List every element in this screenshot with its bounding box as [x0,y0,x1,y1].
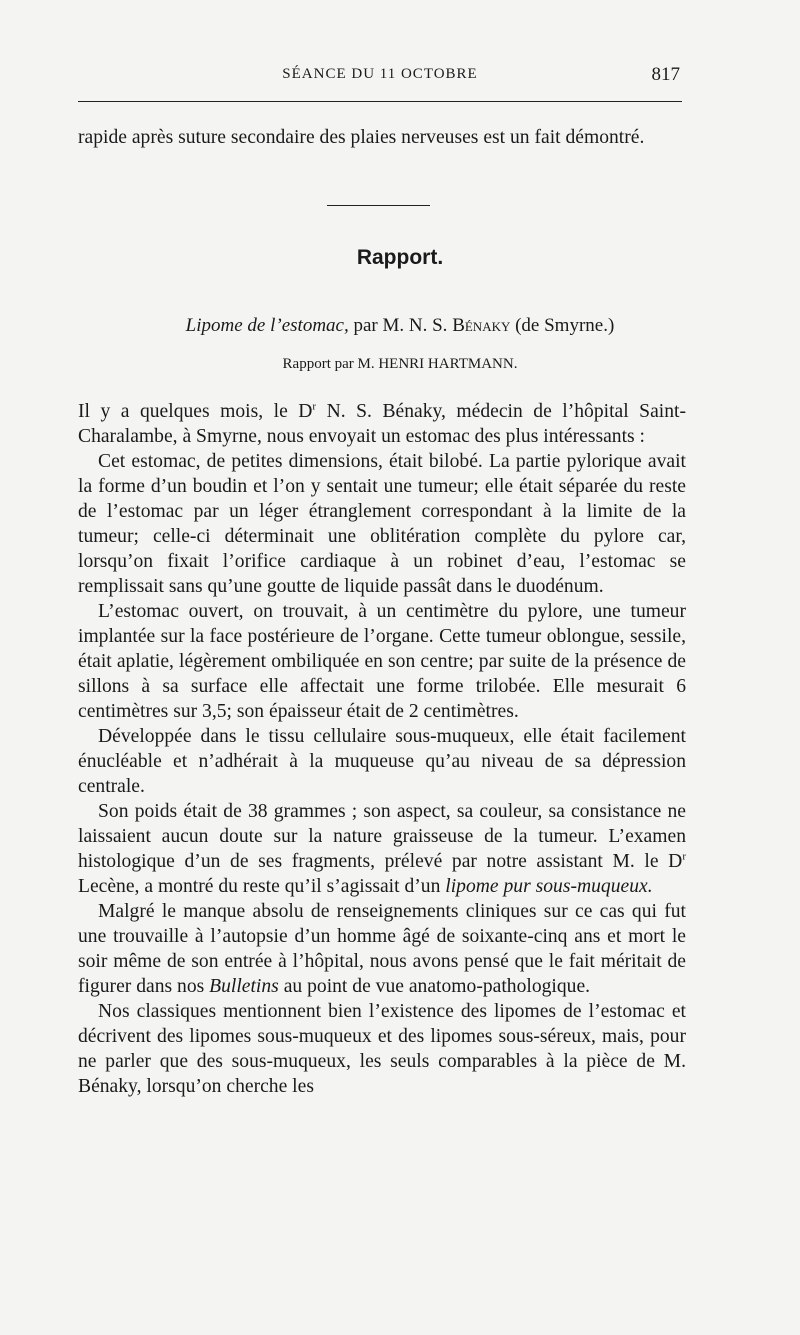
page-number: 817 [651,64,680,85]
paragraph-5-text-a: Son poids était de 38 grammes ; son aspect, sa couleur, sa consistance ne laissaient aucun doute sur la nature graisseuse de la tumeur. L’examen histologique d’un de ses fragments, prélevé par notre assistant M. le D [78,801,686,872]
page-header [78,66,682,90]
report-body [78,399,686,1099]
paragraph-1-text-a: Il y a quelques mois, le D [78,401,313,422]
paragraph-6-text-b: au point de vue anatomo-pathologique. [278,976,591,997]
paragraph-4: Développée dans le tissu cellulaire sous-muqueux, elle était facilement énucléable et n’adhérait à la muqueuse qu’au niveau de sa dépression centrale. [78,726,686,797]
paragraph-1 [78,399,686,449]
paragraph-6-italic: Bulletins [209,976,279,997]
article-title-italic: Lipome de l’estomac, [185,315,349,336]
section-divider [327,205,430,206]
paragraph-5-sup: r [682,850,686,863]
running-title: SÉANCE DU 11 OCTOBRE [282,66,478,82]
paragraph-2: Cet estomac, de petites dimensions, était bilobé. La partie pylorique avait la forme d’un boudin et l’on y sentait une tumeur; elle était séparée du reste de l’estomac par un léger étranglement correspondant à la limite de la tumeur; celle-ci déterminait une oblitération complète du pylore car, lorsqu’on fixait l’orifice cardiaque à un robinet d’eau, l’estomac se remplissait sans qu’une goutte de liquide passât dans le duodénum. [78,451,686,597]
header-rule [78,101,682,102]
paragraph-3: L’estomac ouvert, on trouvait, à un centimètre du pylore, une tumeur implantée sur la face postérieure de l’organe. Cette tumeur oblongue, sessile, était aplatie, légèrement ombiliquée en son centre; par suite de la présence de sillons à sa surface elle affectait une forme trilobée. Elle mesurait 6 centimètres sur 3,5; son épaisseur était de 2 centimètres. [78,601,686,722]
paragraph-1-sup: r [312,400,317,413]
paragraph-1-text-b: N. S. Bénaky, médecin de l’hôpital Saint-Charalambe, à Smyrne, nous envoyait un estomac des plus intéressants : [78,401,686,447]
article-author: Bénaky [452,315,511,336]
continuation-paragraph [78,125,686,150]
paragraph-7: Nos classiques mentionnent bien l’existence des lipomes de l’estomac et décrivent des lipomes sous-muqueux et des lipomes sous-séreux, mais, pour ne parler que des sous-muqueux, les seuls comparables à la pièce de M. Bénaky, lorsqu’on cherche les [78,1001,686,1097]
paragraph-6 [78,899,686,999]
continuation-text: rapide après suture secondaire des plaies nerveuses est un fait démontré. [78,127,645,148]
report-by-line: Rapport par M. HENRI HARTMANN. [282,356,518,372]
article-by: par M. N. S. [348,315,453,336]
article-title [0,315,800,337]
paragraph-5-text-b: Lecène, a montré du reste qu’il s’agissait d’un [78,876,446,897]
section-title: Rapport. [356,246,444,269]
paragraph-5 [78,799,686,899]
article-origin: (de Smyrne.) [510,315,615,336]
paragraph-5-italic: lipome pur sous-muqueux. [445,876,653,897]
paragraph-6-text-a: Malgré le manque absolu de renseignements cliniques sur ce cas qui fut une trouvaille à l’autopsie d’un homme âgé de soixante-cinq ans et mort le soir même de son entrée à l’hôpital, nous avons pensé que le fait méritait de figurer dans nos [78,901,686,997]
